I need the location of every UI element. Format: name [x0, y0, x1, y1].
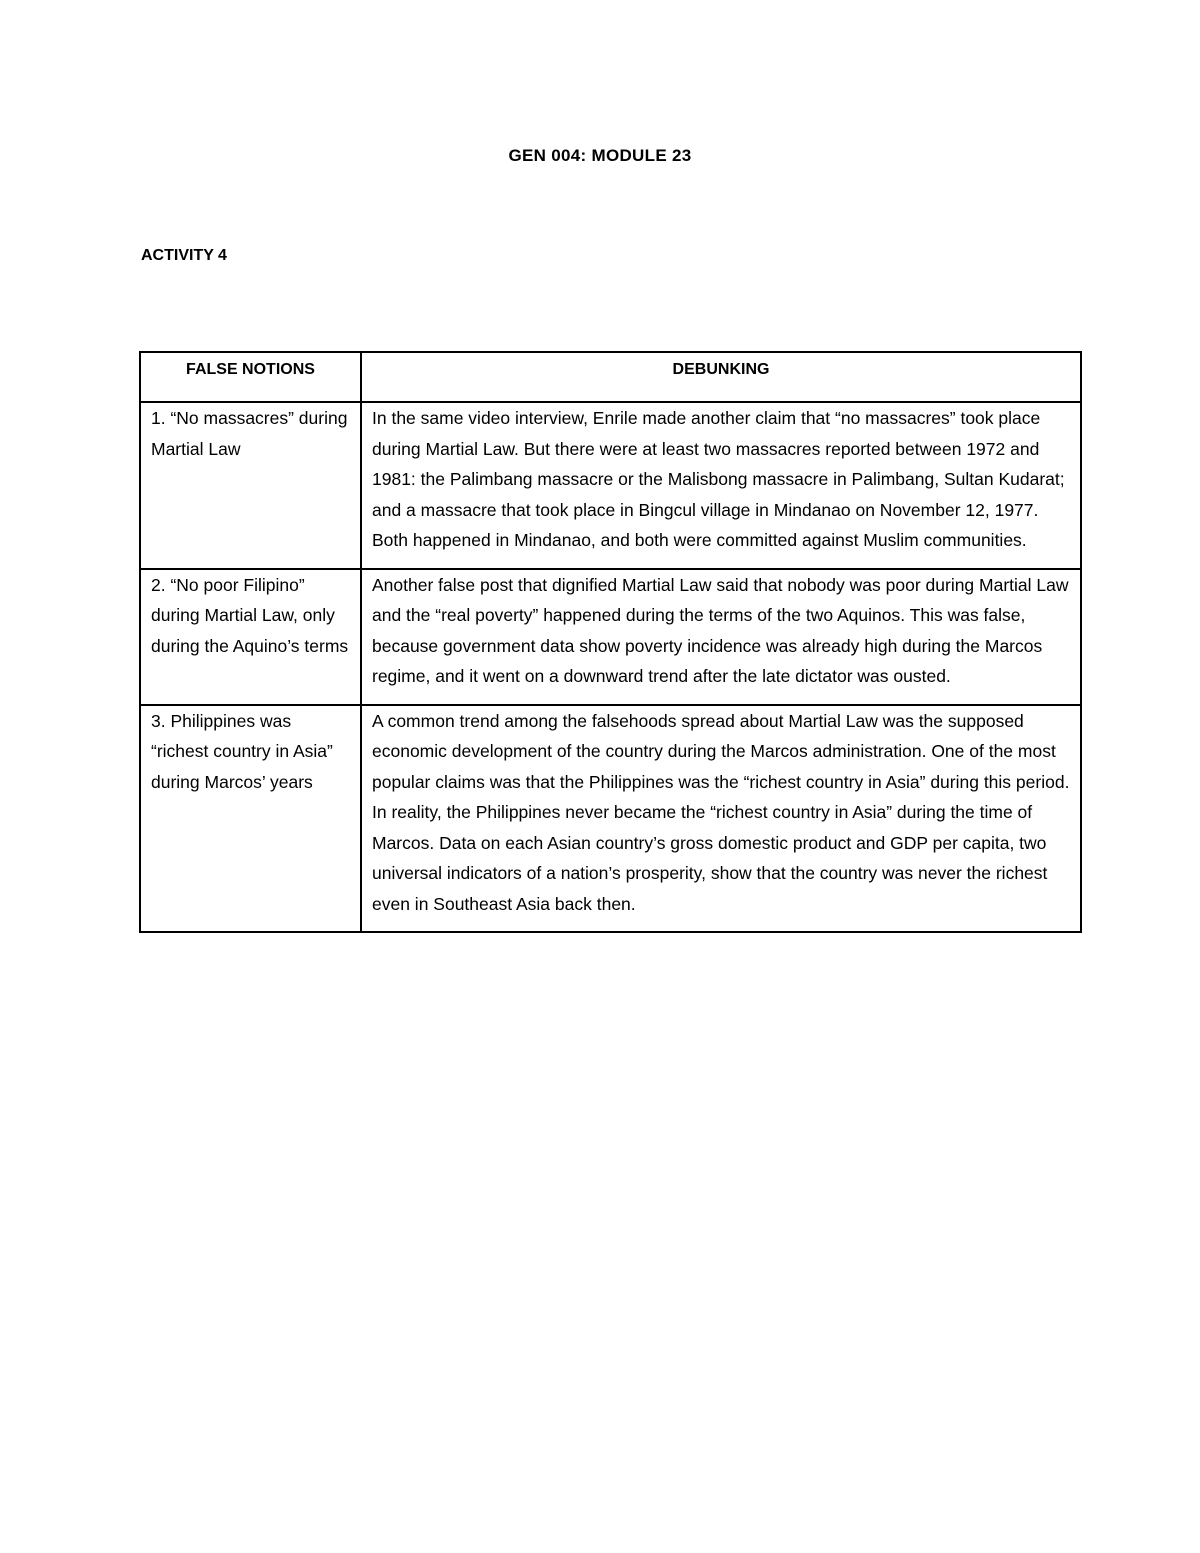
notion-cell: 2. “No poor Filipino” during Martial Law, only during the Aquino’s terms	[140, 569, 361, 705]
debunking-cell: Another false post that dignified Martial Law said that nobody was poor during Martial Law and the “real poverty” happened during the terms of the two Aquinos. This was false, because government data show poverty incidence was already high during the Marcos regime, and it went on a downward trend after the late dictator was ousted.	[361, 569, 1081, 705]
false-notions-table	[139, 351, 1082, 933]
activity-heading: ACTIVITY 4	[141, 247, 227, 264]
debunking-cell: A common trend among the falsehoods spread about Martial Law was the supposed economic development of the country during the Marcos administration. One of the most popular claims was that the Philippines was the “richest country in Asia” during this period. In reality, the Philippines never became the “richest country in Asia” during the time of Marcos. Data on each Asian country’s gross domestic product and GDP per capita, two universal indicators of a nation’s prosperity, show that the country was never the richest even in Southeast Asia back then.	[361, 705, 1081, 933]
notion-cell: 1. “No massacres” during Martial Law	[140, 402, 361, 569]
header-false-notions: FALSE NOTIONS	[140, 352, 361, 402]
table-row	[140, 705, 1081, 933]
header-debunking: DEBUNKING	[361, 352, 1081, 402]
table-row	[140, 569, 1081, 705]
table-row	[140, 402, 1081, 569]
debunking-cell: In the same video interview, Enrile made another claim that “no massacres” took place during Martial Law. But there were at least two massacres reported between 1972 and 1981: the Palimbang massacre or the Malisbong massacre in Palimbang, Sultan Kudarat; and a massacre that took place in Bingcul village in Mindanao on November 12, 1977. Both happened in Mindanao, and both were committed against Muslim communities.	[361, 402, 1081, 569]
table-header-row	[140, 352, 1081, 402]
document-title: GEN 004: MODULE 23	[508, 146, 692, 165]
notion-cell: 3. Philippines was “richest country in Asia” during Marcos’ years	[140, 705, 361, 933]
